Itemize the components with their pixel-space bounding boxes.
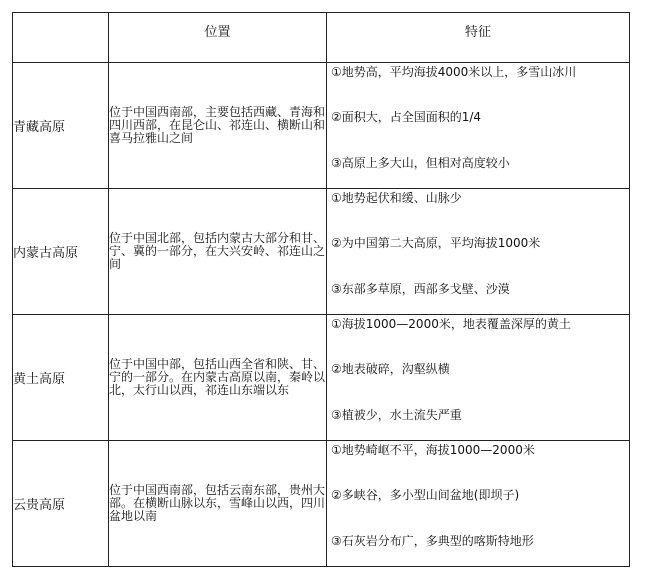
- plateau-features: [327, 63, 630, 189]
- feature-item: ③东部多草原，西部多戈壁、沙漠: [331, 282, 510, 296]
- table-row-inner-mongolia: [13, 189, 630, 315]
- feature-item: ③高原上多大山，但相对高度较小: [331, 156, 510, 170]
- feature-item: ①海拔1000—2000米，地表覆盖深厚的黄土: [331, 317, 571, 331]
- plateau-features: [327, 189, 630, 315]
- table-row-loess: [13, 315, 630, 441]
- feature-item: ①地势崎岖不平，海拔1000—2000米: [331, 443, 535, 457]
- plateau-features: [327, 441, 630, 567]
- feature-item: ②多峡谷，多小型山间盆地(即坝子): [331, 488, 520, 502]
- plateau-name: 青藏高原: [13, 63, 109, 189]
- feature-item: ②面积大，占全国面积的1/4: [331, 110, 482, 124]
- feature-item: ③石灰岩分布广，多典型的喀斯特地形: [331, 534, 534, 548]
- plateau-location: 位于中国西南部，包括云南东部，贵州大部。在横断山脉以东，雪峰山以西，四川盆地以南: [109, 441, 327, 567]
- plateau-location: 位于中国中部，包括山西全省和陕、甘、宁的一部分。在内蒙古高原以南，秦岭以北，太行山以西，祁连山东端以东: [109, 315, 327, 441]
- plateau-name: 黄土高原: [13, 315, 109, 441]
- header-empty-cell: [13, 13, 109, 63]
- plateau-comparison-table: [12, 12, 630, 567]
- feature-item: ①地势起伏和缓、山脉少: [331, 191, 462, 205]
- plateau-features: [327, 315, 630, 441]
- plateau-name: 内蒙古高原: [13, 189, 109, 315]
- table-row-yunnan-guizhou: [13, 441, 630, 567]
- feature-item: ②地表破碎，沟壑纵横: [331, 362, 450, 376]
- plateau-location: 位于中国北部，包括内蒙古大部分和甘、宁、冀的一部分，在大兴安岭、祁连山之间: [109, 189, 327, 315]
- feature-item: ②为中国第二大高原，平均海拔1000米: [331, 236, 541, 250]
- plateau-location: 位于中国西南部，主要包括西藏、青海和四川西部，在昆仑山、祁连山、横断山和喜马拉雅山之间: [109, 63, 327, 189]
- plateau-name: 云贵高原: [13, 441, 109, 567]
- table-row-qinghai-tibet: [13, 63, 630, 189]
- feature-item: ①地势高，平均海拔4000米以上，多雪山冰川: [331, 65, 577, 79]
- header-location: 位置: [109, 13, 327, 63]
- feature-item: ③植被少，水土流失严重: [331, 408, 462, 422]
- header-features: 特征: [327, 13, 630, 63]
- table-header-row: [13, 13, 630, 63]
